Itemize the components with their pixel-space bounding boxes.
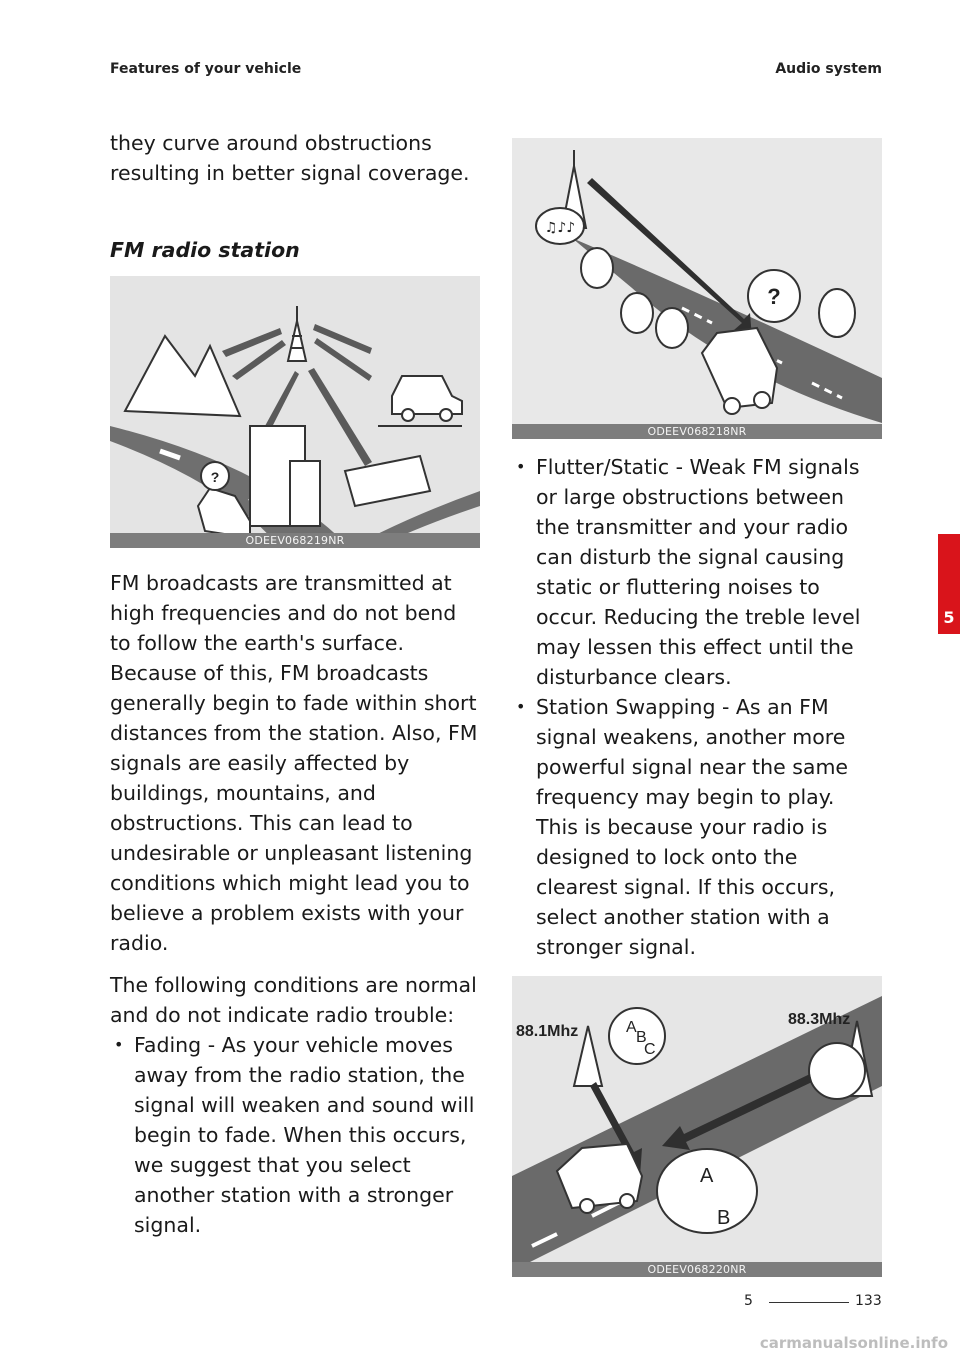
figure-station-swapping — [512, 976, 882, 1277]
bullet-station-swapping: • Station Swapping - As an FM signal weakens, another more powerful signal near the same frequency may begin to play. This is because your radio is designed to lock onto the clearest signal. If this occurs, select another station with a stronger signal. — [512, 692, 882, 962]
right-column — [512, 138, 882, 1277]
footer-chapter-number: 5 — [744, 1293, 753, 1309]
frequency-label-1: 88.1Mhz — [516, 1023, 579, 1040]
fig1-bubble-text: ? — [210, 469, 220, 485]
left-column — [110, 128, 478, 1240]
header-section-title: Features of your vehicle — [110, 61, 302, 77]
frequency-label-2: 88.3Mhz — [788, 1011, 851, 1028]
section-heading: FM radio station — [110, 238, 300, 262]
fig2-notes-text: ♫♪♪ — [544, 220, 576, 236]
conditions-paragraph: The following conditions are normal and do not indicate radio trouble: — [110, 973, 477, 1027]
footer-divider — [769, 1302, 849, 1303]
fig3-letter-c-top: C — [644, 1041, 656, 1058]
watermark: carmanualsonline.info — [759, 1334, 948, 1352]
bullet-list-left — [110, 1030, 478, 1240]
figure-fm-broadcast — [110, 276, 480, 548]
page-number: 133 — [855, 1293, 882, 1309]
figure-flutter-static — [512, 138, 882, 439]
fig2-bubble-text: ? — [767, 284, 781, 309]
chapter-tab-number: 5 — [943, 608, 955, 627]
bullet-fading: • Fading - As your vehicle moves away from the radio station, the signal will weaken and sound will begin to fade. When this occurs, we suggest that you select another station with a stronger signal. — [110, 1030, 478, 1240]
bullet-flutter-static: • Flutter/Static - Weak FM signals or large obstructions between the transmitter and your radio can disturb the signal causing static or fluttering noises to occur. Reducing the treble level may lessen this effect until the disturbance clears. — [512, 452, 882, 692]
fig3-letter-b-bubble: B — [717, 1207, 731, 1229]
figure-caption: ODEEV068219NR — [110, 533, 480, 548]
header-chapter-title: Audio system — [775, 61, 882, 77]
fig3-letter-a-bubble: A — [700, 1165, 714, 1187]
figure-caption: ODEEV068220NR — [512, 1262, 882, 1277]
figure-caption: ODEEV068218NR — [512, 424, 882, 439]
fm-explanation-paragraph: FM broadcasts are transmitted at high frequencies and do not bend to follow the earth's surface. Because of this, FM broadcasts generally begin to fade within short distances from the station. Also, FM signals are easily affected by buildings, mountains, and obstructions. This can lead to undesirable or unpleasant listening conditions which might lead you to believe a problem exists with your radio. — [110, 571, 478, 955]
intro-paragraph: they curve around obstructions resulting in better signal coverage. — [110, 131, 470, 185]
fig3-letter-b-top: B — [636, 1029, 647, 1046]
bullet-list-right — [512, 452, 882, 962]
fig3-letter-a-top: A — [626, 1019, 637, 1036]
